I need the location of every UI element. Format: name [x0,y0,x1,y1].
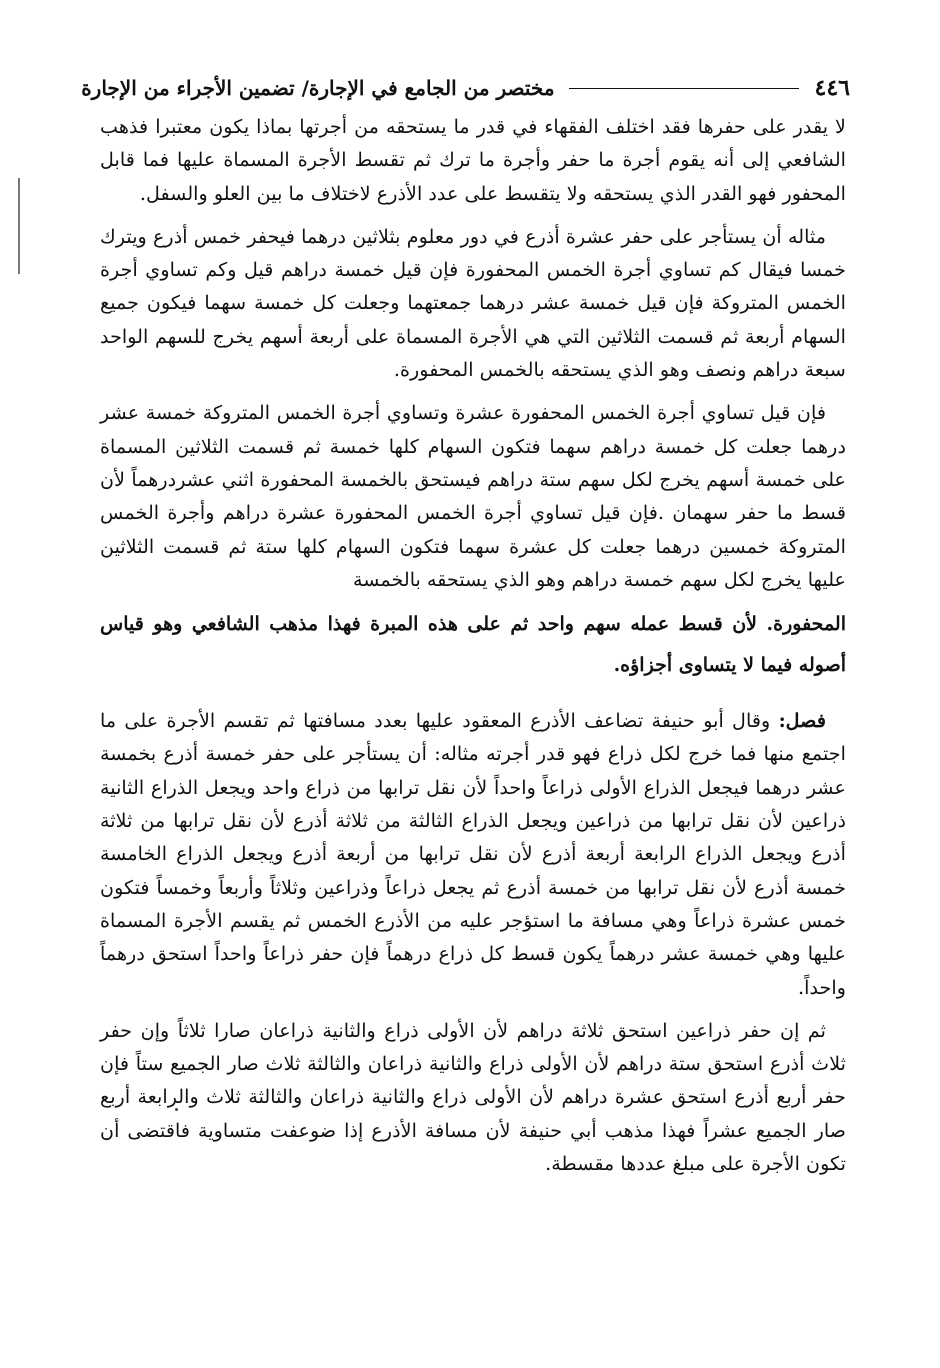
body-text [100,110,846,1180]
paragraph-4: المحفورة. لأن قسط عمله سهم واحد ثم على هذه المبرة فهذا مذهب الشافعي وهو قياس أصوله فيما لا يتساوى أجزاؤه. [100,613,846,677]
paragraph-fasl [100,704,846,1004]
scan-margin-line [18,178,20,274]
paragraph-2: مثاله أن يستأجر على حفر عشرة أذرع في دور معلوم بثلاثين درهما فيحفر خمس أذرع ويترك خمسا فيقال كم تساوي أجرة الخمس المحفورة فإن قيل خمسة دراهم قيل وكم تساوي أجرة الخمس المتروكة فإن قيل خمسة عشر درهما جمعتهما وجعلت كل خمسة سهما فيكون جميع السهام أربعة ثم قسمت الثلاثين التي هي الأجرة المسماة على أربعة أسهم يخرج للسهم الواحد سبعة دراهم ونصف وهو الذي يستحقه بالخمس المحفورة. [100,224,847,382]
fasl-text: وقال أبو حنيفة تضاعف الأذرع المعقود عليها بعدد مسافتها ثم تقسم الأجرة على ما اجتمع منها فما خرج لكل ذراع فهو قدر أجرته مثاله: أن يستأجر على حفر خمسة أذرع بخمسة عشر درهما فيجعل الذراع الأولى ذراعاً واحداً لأن نقل ترابها من ذراع واحد ويجعل الذراع الثانية ذراعين لأن نقل ترابها من ذراعين ويجعل الذراع الثالثة من ثلاثة أذرع لأن نقل ترابها من ثلاثة أذرع ويجعل الذراع الرابعة أربعة أذرع لأن نقل ترابها من أربعة أذرع ويجعل الذراع الخامسة خمسة أذرع لأن نقل ترابها من خمسة أذرع ثم يجعل ذراعاً وذراعين وثلاثاً وأربعاً وخمساً فتكون خمس عشرة ذراعاً وهي مسافة ما استؤجر عليه من الأذرع الخمس ثم يقسم الأجرة المسماة عليها وهي خمسة عشر درهماً يكون قسط كل ذراع درهماً فإن حفر ذراعاً واحداً استحق درهماً واحداً. [100,709,846,999]
page-number: ٤٤٦ [814,75,850,101]
paragraph-6: ثم إن حفر ذراعين استحق ثلاثة دراهم لأن الأولى ذراع والثانية ذراعان صارا ثلاثاً وإن حفر ثلاث أذرع استحق ستة دراهم لأن الأولى ذراع والثانية ذراعان والثالثة ثلاث صار الجميع ستاً فإن حفر أربع أذرع استحق عشرة دراهم لأن الأولى ذراع والثانية ذراعان والثالثة ثلاث والرابعة أربع صار الجميع عشراً فهذا مذهب أبي حنيفة لأن مسافة الأذرع إذا ضوعفت متساوية فاقتضى أن تكون الأجرة على مبلغ عددها مقسطة. [100,1018,847,1176]
header-rule [569,88,799,89]
paragraph-1: لا يقدر على حفرها فقد اختلف الفقهاء في قدر ما يستحقه من أجرتها بماذا يكون معتبرا فذهب الشافعي إلى أنه يقوم أجرة ما حفر وأجرة ما ترك ثم تقسط الأجرة المسماة عليها فما قابل المحفور فهو القدر الذي يستحقه ولا يتقسط على عدد الأذرع لاختلاف ما بين العلو والسفل. [100,115,846,205]
page-header [81,70,850,106]
paragraph-3: فإن قيل تساوي أجرة الخمس المحفورة عشرة وتساوي أجرة الخمس المتروكة خمسة عشر درهما جعلت كل خمسة دراهم سهما فتكون السهام كلها خمسة ثم قسمت الثلاثين المسماة على خمسة أسهم يخرج لكل سهم ستة دراهم فيستحق بالخمسة المحفورة اثني عشردرهماً لأن قسط ما حفر سهمان .فإن قيل تساوي أجرة الخمس المحفورة عشرة دراهم وأجرة الخمس المتروكة خمسين درهما جعلت كل عشرة سهما فتكون السهام كلها ستة ثم قسمت الثلاثين عليها يخرج لكل سهم خمسة دراهم وهو الذي يستحقه بالخمسة [100,401,847,591]
fasl-label: فصل: [778,709,826,733]
running-title: مختصر من الجامع في الإجارة/ تضمين الأجراء من الإجارة [81,76,555,100]
